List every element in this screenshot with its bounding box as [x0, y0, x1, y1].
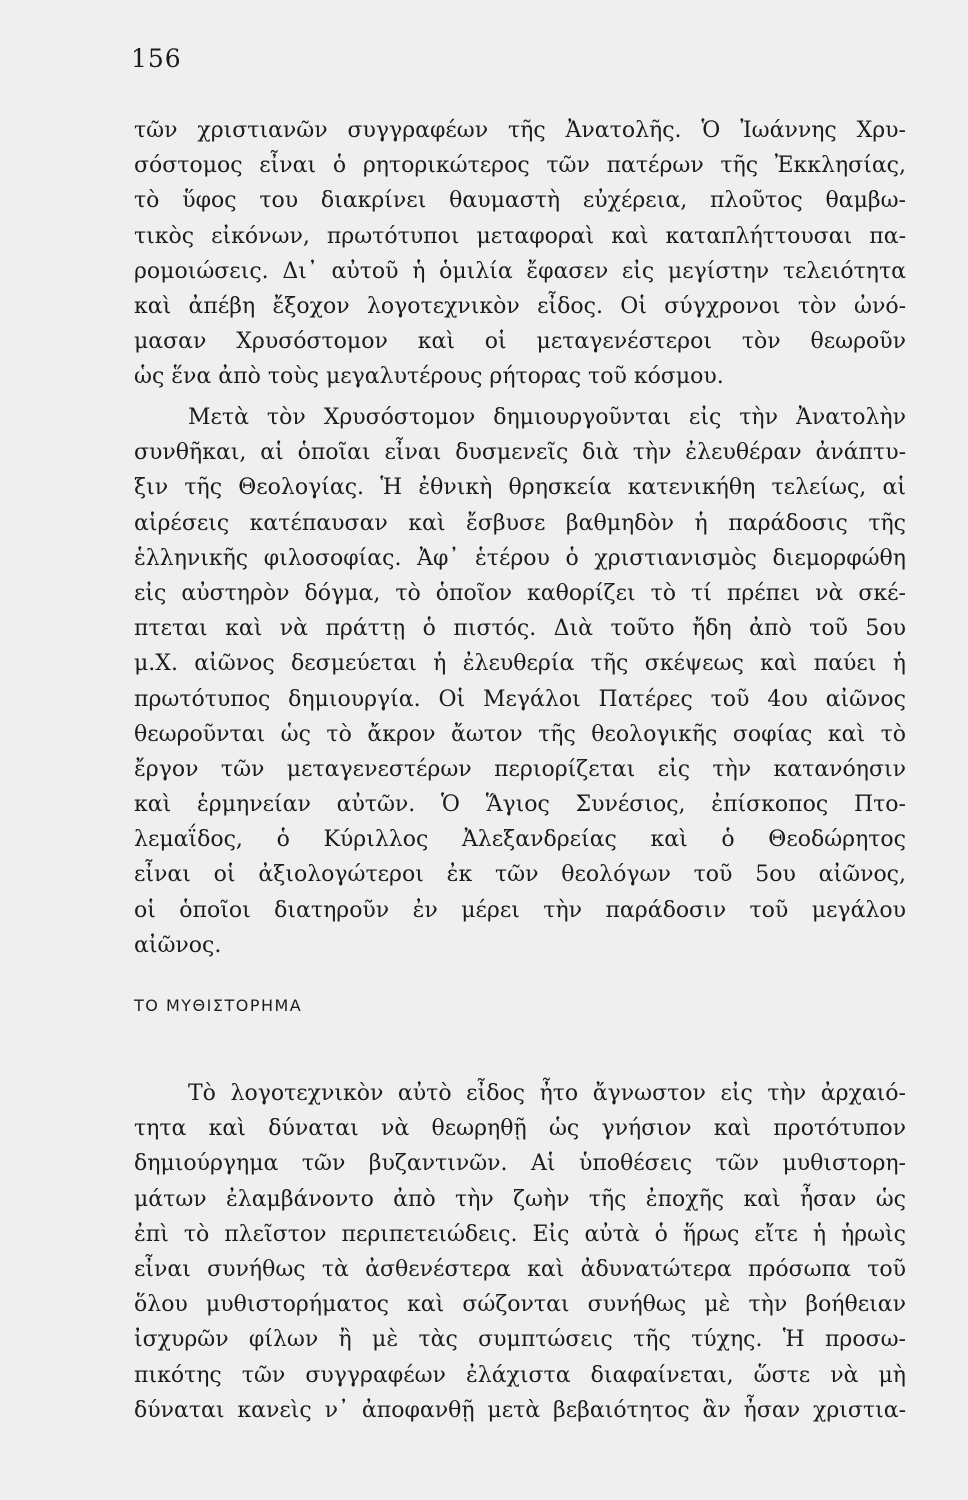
text-line: αἰῶνος.	[134, 932, 222, 958]
text-line: μάτων ἐλαμβάνοντο ἀπὸ τὴν ζωὴν τῆς ἐποχῆς καὶ ἦσαν ὡς	[134, 1186, 906, 1212]
text-line: ὅλου μυθιστορήματος καὶ σώζονται συνήθως μὲ τὴν βοήθειαν	[134, 1292, 906, 1318]
text-line: μασαν Χρυσόστομον καὶ οἱ μεταγενέστεροι τὸν θεωροῦν	[134, 329, 906, 355]
paragraph-chrysostom	[134, 113, 906, 395]
text-line: ὡς ἕνα ἀπὸ τοὺς μεγαλυτέρους ρήτορας τοῦ κόσμου.	[134, 364, 724, 390]
text-line: δημιούργημα τῶν βυζαντινῶν. Αἱ ὑποθέσεις τῶν μυθιστορη-	[134, 1151, 906, 1177]
paragraph-after-chrysostom	[134, 400, 906, 963]
text-line: οἱ ὁποῖοι διατηροῦν ἐν μέρει τὴν παράδοσιν τοῦ μεγάλου	[134, 897, 906, 923]
text-line: πτεται καὶ νὰ πράττῃ ὁ πιστός. Διὰ τοῦτο ἤδη ἀπὸ τοῦ 5ου	[134, 616, 906, 642]
text-line: ἰσχυρῶν φίλων ἢ μὲ τὰς συμπτώσεις τῆς τύχης. Ἡ προσω-	[134, 1327, 906, 1353]
text-line: Τὸ λογοτεχνικὸν αὐτὸ εἶδος ἦτο ἄγνωστον εἰς τὴν ἀρχαιό-	[188, 1081, 906, 1106]
text-line: μ.Χ. αἰῶνος δεσμεύεται ἡ ἐλευθερία τῆς σκέψεως καὶ παύει ἡ	[134, 651, 906, 677]
text-line: θεωροῦνται ὡς τὸ ἄκρον ἄωτον τῆς θεολογικῆς σοφίας καὶ τὸ	[134, 721, 906, 747]
text-line: Μετὰ τὸν Χρυσόστομον δημιουργοῦνται εἰς τὴν Ἀνατολὴν	[188, 405, 906, 430]
text-line: αἱρέσεις κατέπαυσαν καὶ ἔσβυσε βαθμηδὸν ἡ παράδοσις τῆς	[134, 510, 906, 536]
text-line: εἰς αὐστηρὸν δόγμα, τὸ ὁποῖον καθορίζει τὸ τί πρέπει νὰ σκέ-	[134, 580, 906, 606]
text-line: ἔργον τῶν μεταγενεστέρων περιορίζεται εἰς τὴν κατανόησιν	[134, 756, 906, 782]
text-line: σόστομος εἶναι ὁ ρητορικώτερος τῶν πατέρων τῆς Ἐκκλησίας,	[134, 153, 906, 179]
text-line: πρωτότυπος δημιουργία. Οἱ Μεγάλοι Πατέρες τοῦ 4ου αἰῶνος	[134, 686, 906, 712]
page-number: 156	[131, 44, 182, 73]
text-line: ξιν τῆς Θεολογίας. Ἡ ἐθνικὴ θρησκεία κατενικήθη τελείως, αἱ	[134, 475, 906, 501]
text-line: καὶ ἀπέβη ἔξοχον λογοτεχνικὸν εἶδος. Οἱ σύγχρονοι τὸν ὠνό-	[134, 293, 906, 319]
text-line: εἶναι συνήθως τὰ ἀσθενέστερα καὶ ἀδυνατώτερα πρόσωπα τοῦ	[134, 1256, 906, 1282]
text-line: λεμαΐδος, ὁ Κύριλλος Ἀλεξανδρείας καὶ ὁ Θεοδώρητος	[134, 827, 906, 853]
text-line: τῶν χριστιανῶν συγγραφέων τῆς Ἀνατολῆς. Ὁ Ἰωάννης Χρυ-	[134, 118, 906, 143]
text-line: τητα καὶ δύναται νὰ θεωρηθῇ ὡς γνήσιον καὶ προτότυπον	[134, 1116, 906, 1142]
text-line: καὶ ἑρμηνείαν αὐτῶν. Ὁ Ἅγιος Συνέσιος, ἐπίσκοπος Πτο-	[134, 792, 906, 818]
text-line: ρομοιώσεις. Δι᾽ αὐτοῦ ἡ ὁμιλία ἔφασεν εἰς μεγίστην τελειότητα	[134, 258, 906, 284]
section-heading: ΤΟ ΜΥΘΙΣΤΟΡΗΜΑ	[134, 996, 303, 1015]
text-line: δύναται κανεὶς ν᾽ ἀποφανθῇ μετὰ βεβαιότητος ἂν ἦσαν χριστια-	[134, 1397, 906, 1423]
text-line: εἶναι οἱ ἀξιολογώτεροι ἐκ τῶν θεολόγων τοῦ 5ου αἰῶνος,	[134, 862, 906, 888]
text-line: πικότης τῶν συγγραφέων ἐλάχιστα διαφαίνεται, ὥστε νὰ μὴ	[134, 1362, 906, 1388]
text-line: ἑλληνικῆς φιλοσοφίας. Ἀφ᾽ ἑτέρου ὁ χριστιανισμὸς διεμορφώθη	[134, 545, 906, 571]
paragraph-novel	[134, 1076, 906, 1428]
text-line: τικὸς εἰκόνων, πρωτότυποι μεταφοραὶ καὶ καταπλήττουσαι πα-	[134, 223, 906, 249]
text-line: συνθῆκαι, αἱ ὁποῖαι εἶναι δυσμενεῖς διὰ τὴν ἐλευθέραν ἀνάπτυ-	[134, 440, 906, 466]
text-line: τὸ ὕφος του διακρίνει θαυμαστὴ εὐχέρεια, πλοῦτος θαμβω-	[134, 188, 906, 214]
text-line: ἐπὶ τὸ πλεῖστον περιπετειώδεις. Εἰς αὐτὰ ὁ ἥρως εἴτε ἡ ἡρωὶς	[134, 1221, 906, 1247]
